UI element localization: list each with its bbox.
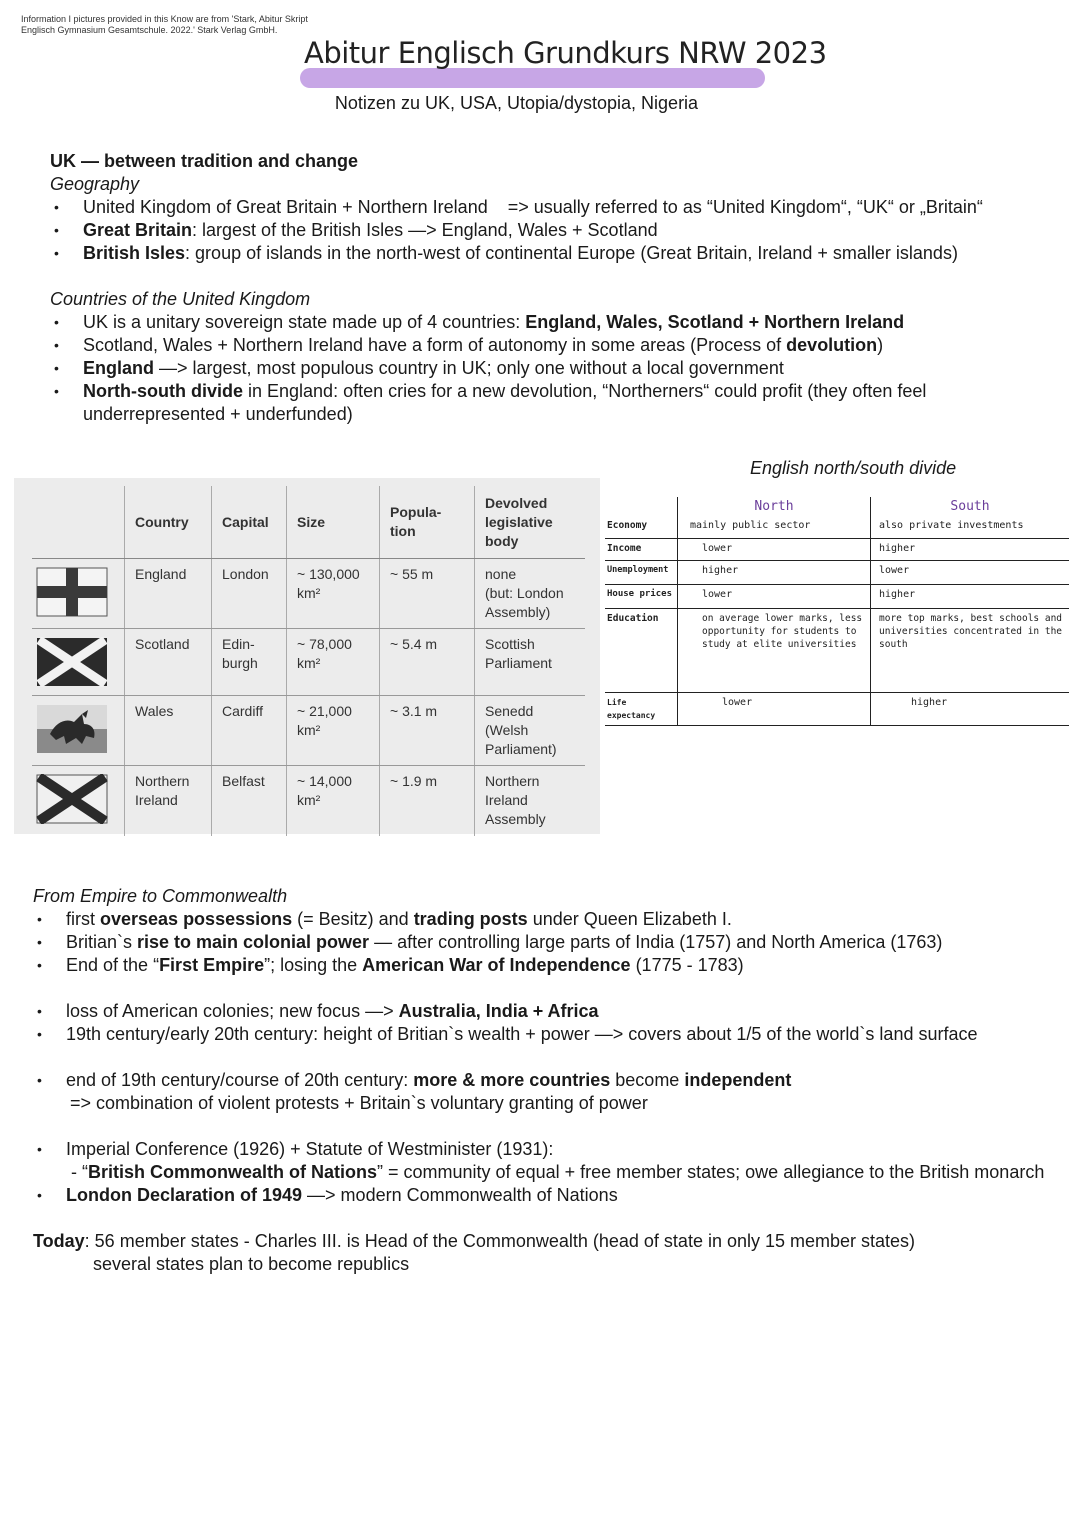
geo-text: : largest of the British Isles —> England, Wales + Scotland [192,220,658,240]
list-item [50,242,1050,265]
list-item [33,1184,1053,1207]
cell-body: Northern Ireland Assembly [475,766,586,836]
table-row [32,559,585,629]
header-body: Devolved legislative body [475,486,586,559]
table-row [605,560,1069,584]
table-row [605,692,1069,725]
term: North-south divide [83,381,243,401]
page-title: Abitur Englisch Grundkurs NRW 2023 [304,36,827,70]
ns-north-value: lower [678,538,871,560]
empire-list-2 [33,1000,1053,1046]
text: ) [877,335,884,355]
cell-capital: Belfast [212,766,287,836]
ns-south-value: higher [871,538,1070,560]
text: in England: often cries for a new devolution, “Northerners“ could profit (they often feel underrepresented + underfunded) [83,381,927,424]
today-line [33,1230,1053,1253]
list-item [33,1069,1053,1092]
source-note-line-1: Information I pictures provided in this Know are from 'Stark, Abitur Skript [21,14,308,24]
flag-cell [32,696,125,766]
header-size: Size [287,486,380,559]
cell-population: ~ 3.1 m [380,696,475,766]
geo-text: => usually referred to as “United Kingdom“, “UK“ or „Britain“ [507,197,983,217]
independence-note: => combination of violent protests + Britain`s voluntary granting of power [70,1093,648,1113]
cell-body: none (but: London Assembly) [475,559,586,629]
ns-north-value: on average lower marks, less opportunity for students to study at elite universities [678,608,871,692]
list-item [50,196,1050,219]
term: British Commonwealth of Nations [88,1162,378,1182]
empire-list-3 [33,1069,1053,1092]
geo-text: : group of islands in the north-west of continental Europe (Great Britain, Ireland + smaller islands) [185,243,958,263]
flag-cell [32,559,125,629]
ns-south-value: also private investments [871,516,1070,538]
title-block [300,36,827,92]
term: Great Britain [83,220,193,240]
cell-population: ~ 1.9 m [380,766,475,836]
term: England, Wales, Scotland + Northern Ireland [525,312,905,332]
cell-size: ~ 130,000 km² [287,559,380,629]
text: first [66,909,100,929]
list-item [33,1138,1053,1161]
northern-ireland-flag-icon [36,774,108,824]
ns-south-value: higher [871,584,1070,608]
ns-label: Income [605,538,678,560]
north-south-header-row [605,497,1069,516]
ns-header-south: South [871,497,1070,516]
ns-label: Education [605,608,678,692]
geography-list [50,196,1050,265]
ns-header-north: North [678,497,871,516]
text: under Queen Elizabeth I. [527,909,732,929]
table-row [605,516,1069,538]
scotland-flag-icon [36,637,108,687]
countries-list [50,311,1050,426]
table-row [32,629,585,696]
uk-section [50,150,1050,426]
list-item [50,334,1050,357]
countries-heading: Countries of the United Kingdom [50,289,311,309]
cell-capital: Edin- burgh [212,629,287,696]
empire-heading: From Empire to Commonwealth [33,886,288,906]
source-note-line-2: Englisch Gymnasium Gesamtschule. 2022.' Stark Verlag GmbH. [21,25,278,35]
header-population: Popula- tion [380,486,475,559]
term: rise to main colonial power [137,932,370,952]
header-capital: Capital [212,486,287,559]
text: UK is a unitary sovereign state made up of 4 countries: [83,312,526,332]
cell-body: Scottish Parliament [475,629,586,696]
term: devolution [786,335,878,355]
ns-north-value: lower [678,584,871,608]
term: independent [684,1070,792,1090]
ns-south-value: more top marks, best schools and universities concentrated in the south [871,608,1070,692]
cell-population: ~ 5.4 m [380,629,475,696]
cell-body: Senedd (Welsh Parliament) [475,696,586,766]
text: End of the “ [66,955,160,975]
flag-cell [32,766,125,836]
list-item [50,311,1050,334]
term: England [83,358,154,378]
geography-heading: Geography [50,174,140,194]
term: trading posts [413,909,528,929]
list-item [33,931,1053,954]
term: First Empire [159,955,265,975]
list-item [50,219,1050,242]
ns-north-value: higher [678,560,871,584]
cell-capital: Cardiff [212,696,287,766]
text: —> largest, most populous country in UK; only one without a local government [154,358,784,378]
ns-south-value: lower [871,560,1070,584]
countries-table-panel [14,478,600,834]
empire-section [33,885,1053,1276]
cell-country: Northern Ireland [125,766,212,836]
list-item [50,380,1050,426]
ns-label: Life expectancy [605,692,678,725]
ns-label: Unemployment [605,560,678,584]
text: Scotland, Wales + Northern Ireland have a form of autonomy in some areas (Process of [83,335,787,355]
flag-cell [32,629,125,696]
ns-north-value: lower [678,692,871,725]
term: American War of Independence [362,955,631,975]
term: Today [33,1231,85,1251]
title-highlight [300,68,765,88]
text: —> modern Commonwealth of Nations [302,1185,618,1205]
ns-north-value: mainly public sector [678,516,871,538]
text: ” = community of equal + free member states; owe allegiance to the British monarch [377,1162,1045,1182]
text: (= Besitz) and [292,909,414,929]
cell-country: England [125,559,212,629]
north-south-caption: English north/south divide [750,458,957,478]
flag-header [32,486,125,559]
list-item [33,1023,1053,1046]
text: ”; losing the [264,955,363,975]
text: end of 19th century/course of 20th century: [66,1070,414,1090]
uk-heading: UK — between tradition and change [50,151,359,171]
cell-country: Scotland [125,629,212,696]
text: (1775 - 1783) [630,955,744,975]
wales-flag-icon [36,704,108,754]
table-row [605,584,1069,608]
term: London Declaration of 1949 [66,1185,303,1205]
countries-table [32,486,585,836]
cell-size: ~ 78,000 km² [287,629,380,696]
empire-list-4 [33,1138,1053,1161]
text: - “ [71,1162,88,1182]
cell-size: ~ 14,000 km² [287,766,380,836]
text: — after controlling large parts of India (1757) and North America (1763) [369,932,943,952]
term: Australia, India + Africa [398,1001,599,1021]
empire-list [33,908,1053,977]
england-flag-icon [36,567,108,617]
north-south-table [605,497,1069,726]
text: : 56 member states - Charles III. is Head of the Commonwealth (head of state in only 15 member states) [84,1231,916,1251]
table-row [32,696,585,766]
geo-text: United Kingdom of Great Britain + Northern Ireland [83,197,488,217]
list-item [50,357,1050,380]
page-subtitle: Notizen zu UK, USA, Utopia/dystopia, Nigeria [334,93,699,113]
empire-list-5 [33,1184,1053,1207]
ns-label: House prices [605,584,678,608]
text: become [610,1070,685,1090]
text: Britian`s [66,932,138,952]
cell-country: Wales [125,696,212,766]
term: more & more countries [413,1070,611,1090]
ns-label: Economy [605,516,678,538]
source-note [21,14,308,36]
header-country: Country [125,486,212,559]
table-row [32,766,585,836]
list-item [33,1000,1053,1023]
table-header-row [32,486,585,559]
table-row [605,538,1069,560]
cell-capital: London [212,559,287,629]
commonwealth-note [33,1161,1053,1184]
table-row [605,608,1069,692]
ns-corner [605,497,678,516]
text: loss of American colonies; new focus —> [66,1001,399,1021]
list-item [33,954,1053,977]
term: British Isles [83,243,186,263]
text: 19th century/early 20th century: height of Britian`s wealth + power —> covers about 1/5 of the world`s land surface [66,1024,978,1044]
cell-size: ~ 21,000 km² [287,696,380,766]
ns-south-value: higher [871,692,1070,725]
term: overseas possessions [100,909,293,929]
cell-population: ~ 55 m [380,559,475,629]
today-sub-line: several states plan to become republics [93,1254,410,1274]
list-item [33,908,1053,931]
text: Imperial Conference (1926) + Statute of Westminister (1931): [66,1139,554,1159]
